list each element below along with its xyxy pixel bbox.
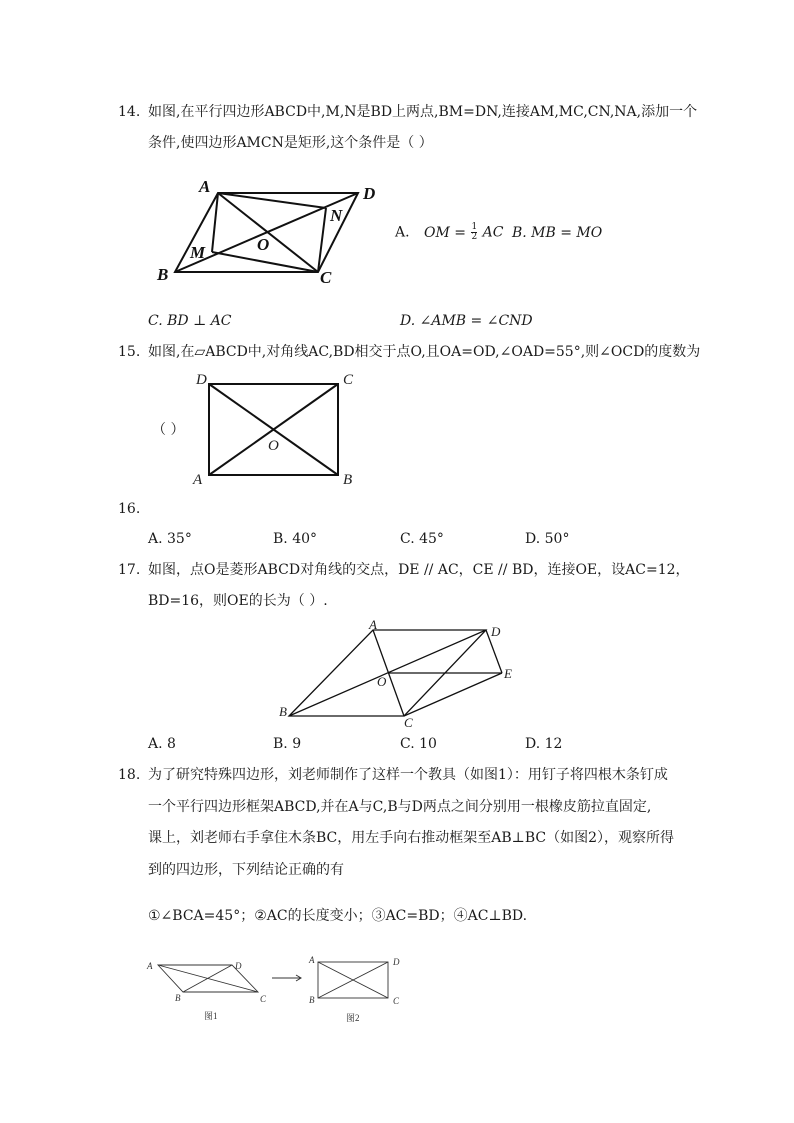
q18-fig2-label-A: A (309, 955, 315, 965)
q17-number: 17. (118, 562, 141, 578)
q18-stem-line4: 到的四边形，下列结论正确的有 (148, 862, 344, 878)
q14-option-B: B. MB = MO (511, 224, 603, 241)
q14-option-A-left: OM = (424, 224, 471, 241)
q14-option-D: D. ∠AMB = ∠CND (400, 313, 533, 329)
q18-fig1-label-B: B (175, 993, 181, 1003)
q14-label-B: B (157, 265, 169, 284)
q14-stem-line2: 条件,使四边形AMCN是矩形,这个条件是（ ） (148, 135, 433, 151)
q17-label-D: D (491, 624, 501, 639)
q18-fig2-label-D: D (393, 957, 400, 967)
q17-label-C: C (404, 715, 413, 730)
q18-figure2-rectangle (318, 962, 388, 998)
q15-label-D: D (196, 372, 207, 388)
q16-option-C: C. 45° (400, 531, 444, 547)
q14-stem-line1: 如图,在平行四边形ABCD中,M,N是BD上两点,BM=DN,连接AM,MC,CN,NA,添加一个 (148, 104, 698, 120)
q18-arrow-icon (272, 975, 301, 981)
q15-label-B: B (343, 472, 353, 488)
q14-option-A-B (395, 223, 602, 242)
q17-label-A: A (369, 617, 377, 632)
q14-option-A-prefix: A. (395, 224, 410, 241)
q14-option-C: C. BD ⊥ AC (148, 313, 232, 329)
q17-stem-line2: BD=16，则OE的长为（ ）. (148, 593, 328, 609)
q16-number: 16. (118, 501, 141, 517)
q17-option-D: D. 12 (525, 736, 563, 752)
q17-option-B: B. 9 (273, 736, 302, 752)
q17-stem-line1: 如图，点O是菱形ABCD对角线的交点，DE // AC，CE // BD，连接OE，设AC=12， (148, 562, 690, 578)
q18-stem-line1: 为了研究特殊四边形，刘老师制作了这样一个教具（如图1）：用钉子将四根木条钉成 (148, 767, 668, 783)
q17-option-A: A. 8 (148, 736, 176, 752)
q14-option-A-fraction (471, 223, 477, 242)
q18-fig1-label-C: C (260, 994, 267, 1004)
q14-label-A: A (199, 177, 211, 196)
q18-fig2-caption: 图2 (346, 1013, 360, 1023)
q15-label-A: A (193, 472, 203, 488)
q14-parallelogram-figure (150, 178, 390, 288)
q15-rectangle-figure (190, 368, 370, 488)
q18-fig2-label-B: B (309, 995, 315, 1005)
q14-option-A-right: AC (482, 224, 504, 241)
q17-label-B: B (279, 704, 287, 719)
q15-answer-paren: （ ） (152, 422, 185, 438)
q14-label-D: D (363, 184, 376, 203)
q18-stem-line2: 一个平行四边形框架ABCD,并在A与C,B与D两点之间分别用一根橡皮筋拉直固定, (148, 799, 652, 815)
q17-rhombus-figure (275, 615, 515, 730)
q17-option-C: C. 10 (400, 736, 437, 752)
q18-fig1-caption: 图1 (204, 1011, 218, 1021)
q15-number: 15. (118, 344, 141, 360)
q18-fig2-label-C: C (393, 996, 400, 1006)
q18-figure1-parallelogram (158, 965, 258, 992)
q14-number: 14. (118, 104, 141, 120)
q16-option-A: A. 35° (148, 531, 192, 547)
q16-option-D: D. 50° (525, 531, 570, 547)
q18-stem-line3: 课上，刘老师右手拿住木条BC，用左手向右推动框架至AB⊥BC（如图2），观察所得 (148, 830, 674, 846)
q14-fraction-denominator: 2 (471, 232, 478, 242)
q17-label-O: O (377, 674, 387, 689)
q16-option-B: B. 40° (273, 531, 318, 547)
q15-label-C: C (343, 372, 354, 388)
q14-label-O: O (257, 235, 270, 254)
q17-label-E: E (504, 666, 512, 681)
q18-figures (140, 950, 410, 1030)
q15-stem-line1: 如图,在▱ABCD中,对角线AC,BD相交于点O,且OA=OD,∠OAD=55°,则∠OCD的度数为 (148, 344, 701, 360)
q18-number: 18. (118, 767, 141, 783)
q14-fraction-numerator: 1 (471, 222, 478, 232)
q18-fig1-label-A: A (147, 961, 153, 971)
q15-label-O: O (268, 438, 279, 454)
q14-label-M: M (190, 243, 206, 262)
q18-fig1-label-D: D (235, 961, 242, 971)
q18-statements: ①∠BCA=45°；②AC的长度变小；③AC=BD；④AC⊥BD. (148, 908, 528, 924)
q14-label-C: C (320, 268, 332, 287)
q14-label-N: N (330, 206, 343, 225)
